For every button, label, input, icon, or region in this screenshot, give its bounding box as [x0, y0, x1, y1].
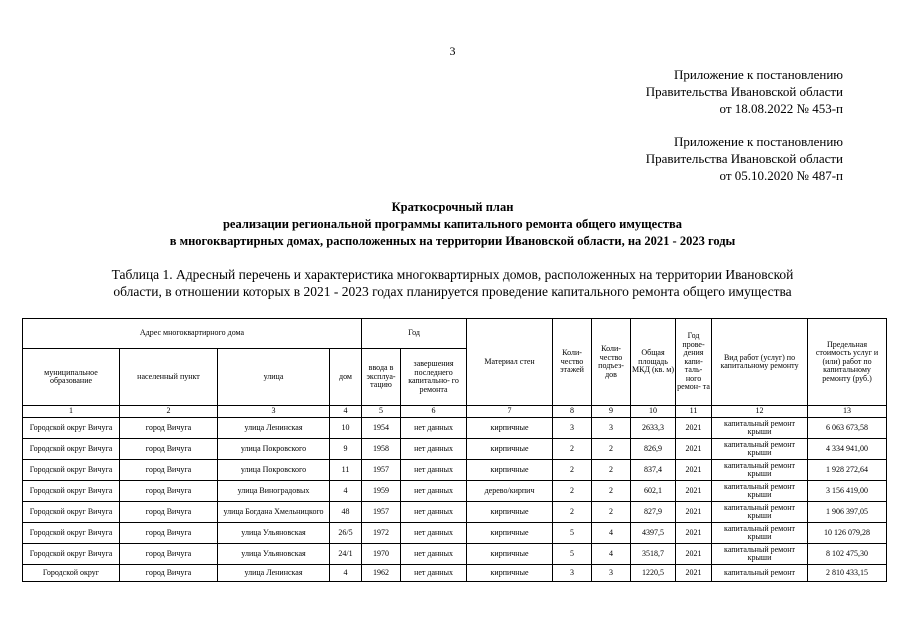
table-row [23, 565, 887, 582]
cell-cost: 8 102 475,30 [808, 544, 887, 565]
cell-settlement: город Вичуга [120, 565, 218, 582]
annex-line: Правительства Ивановской области [645, 84, 843, 99]
cell-cost: 1 928 272,64 [808, 460, 887, 481]
cell-work-type: капитальный ремонт [712, 565, 808, 582]
cell-year-commissioned: 1972 [362, 523, 401, 544]
column-number: 6 [401, 406, 467, 418]
cell-cost: 10 126 079,28 [808, 523, 887, 544]
annex-date-number: от 18.08.2022 № 453-п [719, 101, 843, 116]
cell-street: улица Ленинская [218, 565, 330, 582]
cell-house: 4 [330, 565, 362, 582]
cell-house: 26/5 [330, 523, 362, 544]
cell-work-type: капитальный ремонт крыши [712, 460, 808, 481]
cell-year-last-repair: нет данных [401, 544, 467, 565]
column-number: 2 [120, 406, 218, 418]
cell-year-commissioned: 1962 [362, 565, 401, 582]
header-floors: Коли- чество этажей [553, 319, 592, 406]
cell-floors: 5 [553, 544, 592, 565]
cell-year-commissioned: 1970 [362, 544, 401, 565]
cell-cost: 6 063 673,58 [808, 418, 887, 439]
table-row [23, 439, 887, 460]
cell-year-planned: 2021 [676, 523, 712, 544]
cell-wall-material: дерево/кирпич [467, 481, 553, 502]
cell-year-planned: 2021 [676, 481, 712, 502]
cell-year-last-repair: нет данных [401, 502, 467, 523]
cell-year-planned: 2021 [676, 565, 712, 582]
cell-year-last-repair: нет данных [401, 460, 467, 481]
column-number: 7 [467, 406, 553, 418]
cell-settlement: город Вичуга [120, 481, 218, 502]
cell-area: 602,1 [631, 481, 676, 502]
cell-area: 4397,5 [631, 523, 676, 544]
header-year-last-repair: завершения последнего капитально- го ремонта [401, 349, 467, 406]
cell-street: улица Ульяновская [218, 544, 330, 565]
cell-entrances: 2 [592, 481, 631, 502]
table-row [23, 460, 887, 481]
header-total-area: Общая площадь МКД (кв. м) [631, 319, 676, 406]
column-number: 12 [712, 406, 808, 418]
title-line: реализации региональной программы капитального ремонта общего имущества [222, 217, 683, 231]
column-number: 1 [23, 406, 120, 418]
cell-wall-material: кирпичные [467, 418, 553, 439]
caption-line: области, в отношении которых в 2021 - 2023 годах планируется проведение капитального ремонта общего имущества [113, 284, 792, 299]
cell-wall-material: кирпичные [467, 460, 553, 481]
cell-wall-material: кирпичные [467, 439, 553, 460]
cell-municipality: Городской округ Вичуга [23, 544, 120, 565]
table-row [23, 418, 887, 439]
cell-street: улица Ленинская [218, 418, 330, 439]
header-max-cost: Предельная стоимость услуг и (или) работ по капитальному ремонту (руб.) [808, 319, 887, 406]
column-number: 8 [553, 406, 592, 418]
header-entrances: Коли- чество подъез- дов [592, 319, 631, 406]
header-address-group: Адрес многоквартирного дома [23, 319, 362, 349]
cell-entrances: 2 [592, 460, 631, 481]
cell-settlement: город Вичуга [120, 439, 218, 460]
cell-year-last-repair: нет данных [401, 439, 467, 460]
annex-block-current [646, 66, 843, 117]
header-year-planned: Год прове- дения капи- таль- ного ремон- та [676, 319, 712, 406]
cell-street: улица Покровского [218, 460, 330, 481]
cell-settlement: город Вичуга [120, 523, 218, 544]
cell-municipality: Городской округ Вичуга [23, 481, 120, 502]
table-row [23, 544, 887, 565]
annex-line: Правительства Ивановской области [645, 151, 843, 166]
cell-street: улица Покровского [218, 439, 330, 460]
column-number: 13 [808, 406, 887, 418]
cell-settlement: город Вичуга [120, 502, 218, 523]
cell-cost: 2 810 433,15 [808, 565, 887, 582]
cell-cost: 4 334 941,00 [808, 439, 887, 460]
column-number: 5 [362, 406, 401, 418]
cell-work-type: капитальный ремонт крыши [712, 481, 808, 502]
column-number: 10 [631, 406, 676, 418]
title-line: Краткосрочный план [391, 200, 514, 214]
table-row [23, 502, 887, 523]
cell-work-type: капитальный ремонт крыши [712, 439, 808, 460]
header-municipality: муниципальное образование [23, 349, 120, 406]
cell-floors: 5 [553, 523, 592, 544]
cell-area: 826,9 [631, 439, 676, 460]
cell-area: 1220,5 [631, 565, 676, 582]
cell-house: 9 [330, 439, 362, 460]
cell-entrances: 3 [592, 418, 631, 439]
cell-house: 4 [330, 481, 362, 502]
cell-work-type: капитальный ремонт крыши [712, 523, 808, 544]
header-street: улица [218, 349, 330, 406]
cell-work-type: капитальный ремонт крыши [712, 544, 808, 565]
cell-wall-material: кирпичные [467, 544, 553, 565]
title-line: в многоквартирных домах, расположенных на территории Ивановской области, на 2021 - 2023 годы [169, 234, 736, 248]
cell-entrances: 2 [592, 439, 631, 460]
cell-year-last-repair: нет данных [401, 565, 467, 582]
cell-year-commissioned: 1959 [362, 481, 401, 502]
cell-floors: 2 [553, 502, 592, 523]
header-year-group: Год [362, 319, 467, 349]
page-number: 3 [449, 44, 456, 58]
cell-settlement: город Вичуга [120, 418, 218, 439]
cell-wall-material: кирпичные [467, 502, 553, 523]
cell-year-last-repair: нет данных [401, 481, 467, 502]
table-row [23, 523, 887, 544]
cell-settlement: город Вичуга [120, 544, 218, 565]
cell-house: 24/1 [330, 544, 362, 565]
cell-work-type: капитальный ремонт крыши [712, 418, 808, 439]
cell-cost: 1 906 397,05 [808, 502, 887, 523]
cell-year-planned: 2021 [676, 418, 712, 439]
cell-entrances: 4 [592, 523, 631, 544]
cell-year-commissioned: 1957 [362, 460, 401, 481]
header-year-commissioned: ввода в эксплуа- тацию [362, 349, 401, 406]
cell-municipality: Городской округ [23, 565, 120, 582]
header-house: дом [330, 349, 362, 406]
cell-municipality: Городской округ Вичуга [23, 439, 120, 460]
cell-year-planned: 2021 [676, 502, 712, 523]
cell-year-planned: 2021 [676, 460, 712, 481]
cell-floors: 2 [553, 460, 592, 481]
houses-table [22, 318, 887, 582]
column-number: 9 [592, 406, 631, 418]
cell-floors: 2 [553, 481, 592, 502]
cell-area: 2633,3 [631, 418, 676, 439]
column-number: 3 [218, 406, 330, 418]
cell-municipality: Городской округ Вичуга [23, 523, 120, 544]
cell-year-last-repair: нет данных [401, 523, 467, 544]
cell-year-commissioned: 1957 [362, 502, 401, 523]
cell-wall-material: кирпичные [467, 523, 553, 544]
cell-municipality: Городской округ Вичуга [23, 460, 120, 481]
cell-municipality: Городской округ Вичуга [23, 502, 120, 523]
cell-street: улица Виноградовых [218, 481, 330, 502]
cell-work-type: капитальный ремонт крыши [712, 502, 808, 523]
cell-area: 827,9 [631, 502, 676, 523]
cell-wall-material: кирпичные [467, 565, 553, 582]
annex-block-original [646, 133, 843, 184]
header-work-type: Вид работ (услуг) по капитальному ремонту [712, 319, 808, 406]
cell-street: улица Ульяновская [218, 523, 330, 544]
cell-settlement: город Вичуга [120, 460, 218, 481]
cell-year-planned: 2021 [676, 544, 712, 565]
column-number: 11 [676, 406, 712, 418]
cell-house: 10 [330, 418, 362, 439]
annex-date-number: от 05.10.2020 № 487-п [719, 168, 843, 183]
cell-year-last-repair: нет данных [401, 418, 467, 439]
annex-line: Приложение к постановлению [673, 67, 843, 82]
cell-floors: 3 [553, 565, 592, 582]
header-wall-material: Материал стен [467, 319, 553, 406]
cell-entrances: 2 [592, 502, 631, 523]
cell-year-commissioned: 1954 [362, 418, 401, 439]
cell-year-planned: 2021 [676, 439, 712, 460]
cell-house: 48 [330, 502, 362, 523]
cell-entrances: 3 [592, 565, 631, 582]
table-caption [40, 266, 865, 300]
column-number: 4 [330, 406, 362, 418]
cell-entrances: 4 [592, 544, 631, 565]
cell-house: 11 [330, 460, 362, 481]
caption-line: Таблица 1. Адресный перечень и характеристика многоквартирных домов, расположенных на территории Ивановской [111, 267, 794, 282]
cell-floors: 2 [553, 439, 592, 460]
cell-year-commissioned: 1958 [362, 439, 401, 460]
table-row [23, 481, 887, 502]
cell-area: 3518,7 [631, 544, 676, 565]
cell-area: 837,4 [631, 460, 676, 481]
cell-street: улица Богдана Хмельницкого [218, 502, 330, 523]
document-title [0, 199, 905, 250]
cell-municipality: Городской округ Вичуга [23, 418, 120, 439]
annex-line: Приложение к постановлению [673, 134, 843, 149]
cell-cost: 3 156 419,00 [808, 481, 887, 502]
header-settlement: населенный пункт [120, 349, 218, 406]
cell-floors: 3 [553, 418, 592, 439]
